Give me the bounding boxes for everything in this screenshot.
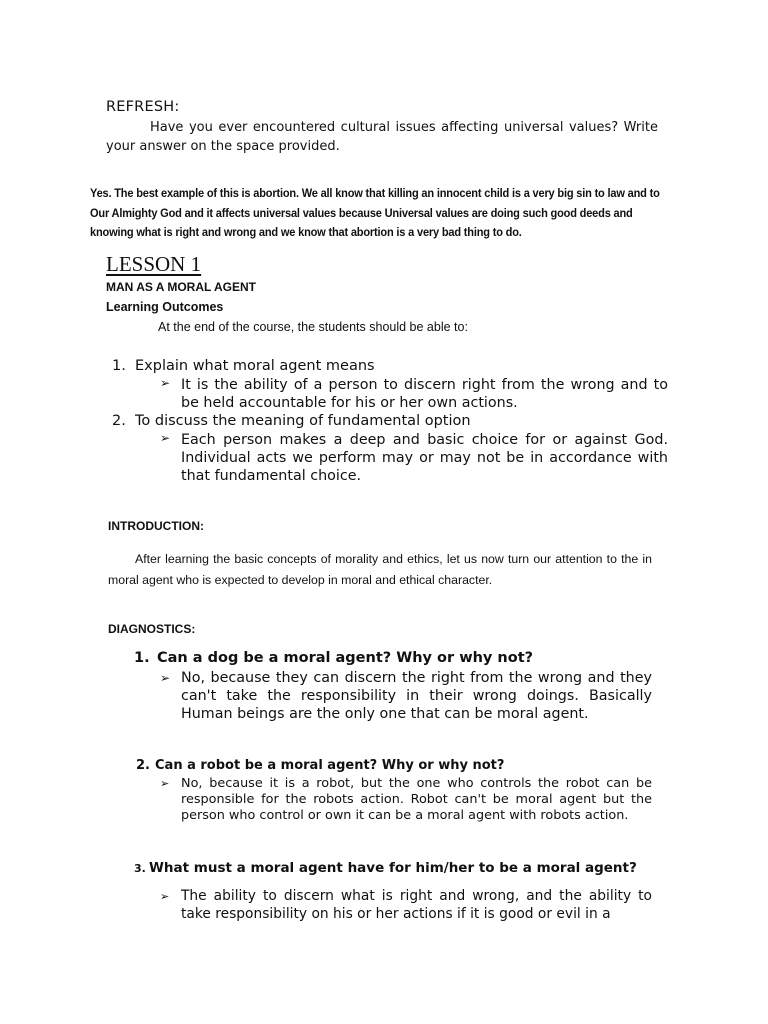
outcome-number: 1. <box>112 358 126 374</box>
arrow-bullet-icon: ➢ <box>160 376 171 390</box>
introduction-heading: INTRODUCTION: <box>108 519 204 533</box>
outcome-text: Explain what moral agent means <box>135 358 375 374</box>
diagnostic-answer-3 <box>160 888 652 923</box>
question-number: 2. <box>136 758 150 773</box>
question-number: 3. <box>134 862 146 875</box>
arrow-bullet-icon: ➢ <box>160 777 170 790</box>
outcome-bullet-2 <box>160 431 668 486</box>
outcome-bullet-text: Each person makes a deep and basic choice for or against God. Individual acts we perform may or may not be in accordance with that fundamental choice. <box>181 432 668 485</box>
learning-outcomes-heading: Learning Outcomes <box>106 300 224 314</box>
refresh-heading: REFRESH: <box>106 99 180 115</box>
lesson-subtitle: MAN AS A MORAL AGENT <box>106 280 256 294</box>
outcome-text: To discuss the meaning of fundamental option <box>135 413 471 429</box>
arrow-bullet-icon: ➢ <box>160 431 171 445</box>
arrow-bullet-icon: ➢ <box>160 671 171 685</box>
introduction-text: After learning the basic concepts of morality and ethics, let us now turn our attention to the in moral agent who is expected to develop in moral and ethical character. <box>108 552 652 587</box>
diagnostic-answer-1 <box>160 669 652 724</box>
arrow-bullet-icon: ➢ <box>160 890 170 903</box>
question-number: 1. <box>134 650 150 666</box>
answer-text: The ability to discern what is right and wrong, and the ability to take responsibility on his or her actions if it is good or evil in a <box>181 888 652 922</box>
refresh-question: Have you ever encountered cultural issues affecting universal values? Write your answer on the space provided. <box>106 120 658 154</box>
outcome-bullet-1 <box>160 376 668 412</box>
answer-text: No, because they can discern the right from the wrong and they can't take the responsibility in their wrong doings. Basically Human beings are the only one that can be moral agent. <box>181 670 652 723</box>
answer-text: No, because it is a robot, but the one who controls the robot can be responsible for the robots action. Robot can't be moral agent but the person who control or own it can be a moral agent with robots action. <box>181 776 652 824</box>
learning-outcomes-intro: At the end of the course, the students should be able to: <box>158 320 468 334</box>
question-text: Can a robot be a moral agent? Why or why not? <box>155 758 505 773</box>
question-text: What must a moral agent have for him/her to be a moral agent? <box>149 860 637 876</box>
question-text: Can a dog be a moral agent? Why or why not? <box>157 650 534 666</box>
outcome-number: 2. <box>112 413 126 429</box>
lesson-title: LESSON 1 <box>106 252 202 276</box>
refresh-answer: Yes. The best example of this is abortion. We all know that killing an innocent child is a very big sin to law and to Our Almighty God and it affects universal values because Universal values are doing such good deeds and knowing what is right and wrong and we know that abortion is a very bad thing to do. <box>90 186 660 240</box>
diagnostic-answer-2 <box>160 776 652 825</box>
diagnostics-heading: DIAGNOSTICS: <box>108 622 196 636</box>
outcome-bullet-text: It is the ability of a person to discern right from the wrong and to be held accountable for his or her own actions. <box>181 377 668 412</box>
